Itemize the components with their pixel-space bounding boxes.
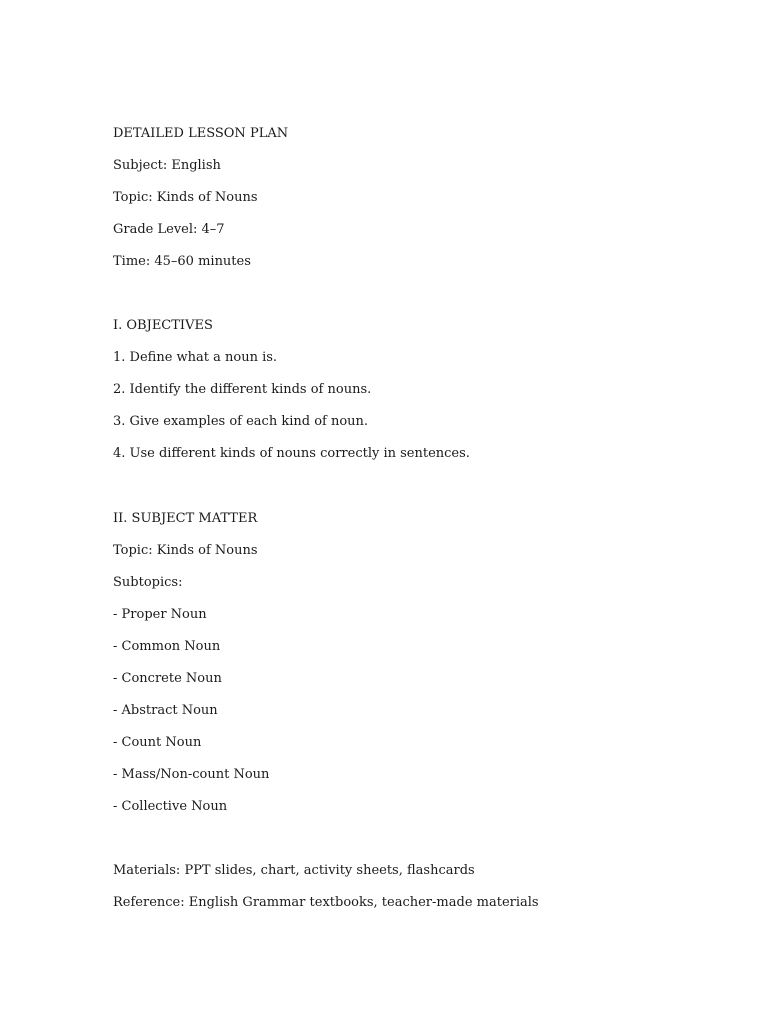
reference-line: Reference: English Grammar textbooks, teacher-made materials (113, 895, 539, 910)
subtopic-item: - Proper Noun (113, 607, 207, 622)
objective-item: 1. Define what a noun is. (113, 350, 278, 365)
subject-matter-topic: Topic: Kinds of Nouns (113, 543, 258, 558)
subtopic-item: - Abstract Noun (113, 703, 218, 718)
subtopic-item: - Concrete Noun (113, 671, 222, 686)
topic-line: Topic: Kinds of Nouns (113, 190, 258, 205)
subject-line: Subject: English (113, 158, 221, 173)
subtopic-item: - Count Noun (113, 735, 202, 750)
objective-item: 3. Give examples of each kind of noun. (113, 414, 369, 429)
objectives-heading: I. OBJECTIVES (113, 318, 213, 333)
subtopic-item: - Common Noun (113, 639, 221, 654)
subtopics-label: Subtopics: (113, 575, 183, 590)
subtopic-item: - Collective Noun (113, 799, 228, 814)
objective-item: 2. Identify the different kinds of nouns. (113, 382, 372, 397)
subject-matter-heading: II. SUBJECT MATTER (113, 511, 258, 526)
subtopic-item: - Mass/Non-count Noun (113, 767, 270, 782)
objective-item: 4. Use different kinds of nouns correctly in sentences. (113, 446, 470, 461)
time-line: Time: 45–60 minutes (113, 254, 251, 269)
materials-line: Materials: PPT slides, chart, activity sheets, flashcards (113, 863, 475, 878)
document-title: DETAILED LESSON PLAN (113, 126, 289, 141)
grade-level-line: Grade Level: 4–7 (113, 222, 225, 237)
